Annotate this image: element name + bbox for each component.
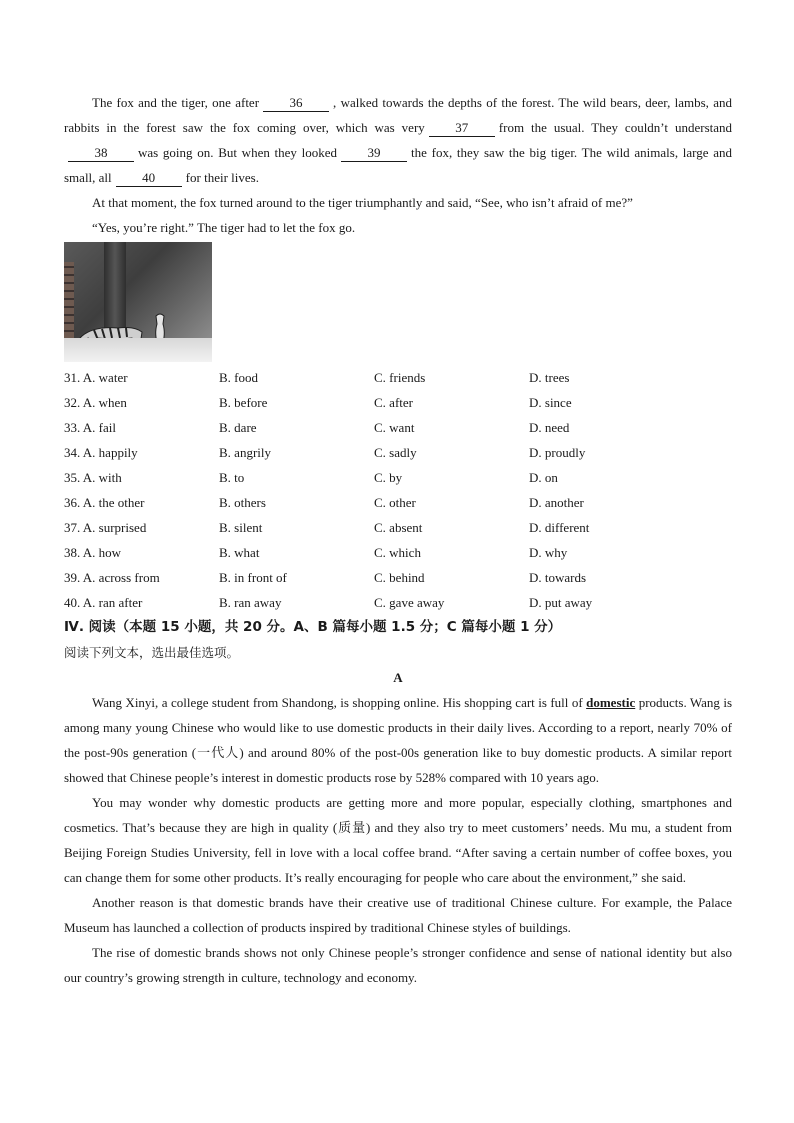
section-instruction: 阅读下列文本，选出最佳选项。 (64, 645, 240, 660)
option-d: D. need (529, 420, 570, 435)
story-text: , walked towards the depths of the forest. The wild bears, deer, lambs, and rabbits in the forest saw the fox coming over, which was very (64, 95, 732, 135)
cloze-options (64, 365, 732, 615)
story-text: was going on. But when they looked (138, 145, 338, 160)
blank-37: 37 (429, 120, 495, 137)
option-c: C. behind (374, 570, 425, 585)
option-d: D. proudly (529, 445, 586, 460)
option-c: C. friends (374, 370, 426, 385)
option-c: C. after (374, 395, 413, 410)
passage-a-paragraph-4: The rise of domestic brands shows not only Chinese people’s stronger confidence and sense of national identity but also our country’s growing strength in culture, technology and economy. (64, 945, 732, 985)
option-c: C. by (374, 470, 403, 485)
option-row (64, 415, 732, 440)
blank-40: 40 (116, 170, 182, 187)
option-a: 36. A. the other (64, 495, 145, 510)
option-a: 32. A. when (64, 395, 127, 410)
passage-a-paragraph-2: You may wonder why domestic products are getting more and more popular, especially clothing, smartphones and cosmetics. That’s because they are high in quality (质量) and they also try to meet customers’ needs. Mu mu, a student from Beijing Foreign Studies University, fell in love with a local coffee brand. “After saving a certain number of coffee boxes, you can change them for some other products. It’s really encouraging for people who care about the environment,” she said. (64, 795, 732, 885)
option-a: 39. A. across from (64, 570, 160, 585)
option-b: B. before (219, 395, 268, 410)
story-text: The fox and the tiger, one after (92, 95, 260, 110)
option-a: 33. A. fail (64, 420, 116, 435)
fox-tiger-photo (64, 242, 212, 362)
option-a: 37. A. surprised (64, 520, 147, 535)
blank-39: 39 (341, 145, 407, 162)
story-paragraph-1 (64, 90, 732, 190)
option-a: 40. A. ran after (64, 595, 143, 610)
story-paragraph-2: At that moment, the fox turned around to the tiger triumphantly and said, “See, who isn’t afraid of me?” (92, 195, 633, 210)
option-a: 31. A. water (64, 370, 128, 385)
underlined-word: domestic (586, 695, 636, 710)
option-b: B. silent (219, 520, 263, 535)
option-row (64, 365, 732, 390)
option-d: D. different (529, 520, 590, 535)
passage-a-paragraph-1 (64, 690, 732, 790)
option-row (64, 440, 732, 465)
option-c: C. sadly (374, 445, 417, 460)
option-c: C. gave away (374, 595, 445, 610)
blank-38: 38 (68, 145, 134, 162)
blank-36: 36 (263, 95, 329, 112)
option-b: B. what (219, 545, 260, 560)
option-d: D. trees (529, 370, 570, 385)
option-a: 34. A. happily (64, 445, 138, 460)
option-c: C. which (374, 545, 421, 560)
photo-snow (64, 338, 212, 362)
option-b: B. food (219, 370, 258, 385)
option-c: C. other (374, 495, 416, 510)
option-d: D. on (529, 470, 558, 485)
option-b: B. to (219, 470, 245, 485)
option-c: C. absent (374, 520, 423, 535)
option-b: B. dare (219, 420, 257, 435)
option-b: B. others (219, 495, 266, 510)
passage-text: Wang Xinyi, a college student from Shandong, is shopping online. His shopping cart is full of (92, 695, 583, 710)
option-row (64, 490, 732, 515)
option-d: D. put away (529, 595, 593, 610)
option-c: C. want (374, 420, 415, 435)
option-a: 38. A. how (64, 545, 122, 560)
passage-a-paragraph-3: Another reason is that domestic brands have their creative use of traditional Chinese culture. For example, the Palace Museum has launched a collection of products inspired by traditional Chinese styles of buildings. (64, 895, 732, 935)
option-row (64, 390, 732, 415)
option-row (64, 540, 732, 565)
option-b: B. in front of (219, 570, 287, 585)
option-d: D. towards (529, 570, 587, 585)
option-d: D. since (529, 395, 572, 410)
document-page (64, 90, 732, 990)
option-a: 35. A. with (64, 470, 122, 485)
story-text: the fox, they saw the big tiger. The wild animals, large and small, all (64, 145, 732, 185)
section-heading: Ⅳ. 阅读（本题 15 小题，共 20 分。A、B 篇每小题 1.5 分；C 篇每小题 1 分） (64, 619, 562, 635)
story-text: from the usual. They couldn’t understand (498, 120, 733, 135)
option-row (64, 565, 732, 590)
passage-text: products. Wang is among many young Chinese who would like to use domestic products in their daily lives. According to a report, nearly 70% of the post-90s generation (一代人) and around 80% of the post-00s generation like to buy domestic products. A similar report showed that Chinese people’s interest in domestic products rose by 528% compared with 10 years ago. (64, 695, 733, 785)
passage-label: A (393, 670, 403, 685)
option-b: B. ran away (219, 595, 282, 610)
option-b: B. angrily (219, 445, 271, 460)
option-row (64, 590, 732, 615)
option-d: D. another (529, 495, 584, 510)
story-text: for their lives. (185, 170, 259, 185)
story-paragraph-3: “Yes, you’re right.” The tiger had to let the fox go. (92, 220, 356, 235)
option-d: D. why (529, 545, 568, 560)
option-row (64, 465, 732, 490)
option-row (64, 515, 732, 540)
